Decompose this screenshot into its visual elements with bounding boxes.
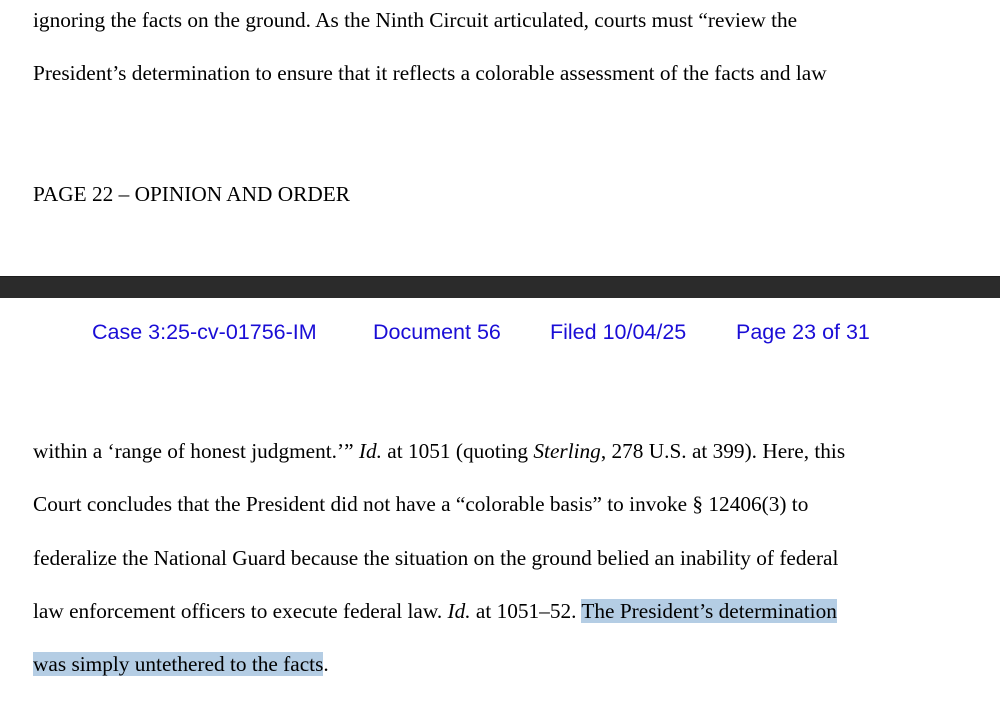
body-text-line: law enforcement officers to execute federal law. Id. at 1051–52. The President’s determination — [33, 599, 837, 623]
previous-page — [0, 0, 1000, 276]
text-selection-highlight[interactable]: The President’s determination — [581, 599, 837, 623]
page-footer: PAGE 22 – OPINION AND ORDER — [33, 182, 350, 206]
body-text-line: within a ‘range of honest judgment.’” Id. at 1051 (quoting Sterling, 278 U.S. at 399). Here, this — [33, 439, 846, 463]
body-text-line: President’s determination to ensure that it reflects a colorable assessment of the facts and law — [33, 61, 827, 85]
body-text-line: Court concludes that the President did not have a “colorable basis” to invoke § 12406(3) to — [33, 492, 809, 516]
document-number: Document 56 — [373, 320, 501, 344]
case-number: Case 3:25-cv-01756-IM — [92, 320, 317, 344]
filed-date: Filed 10/04/25 — [550, 320, 687, 344]
text-selection-highlight[interactable]: was simply untethered to the facts — [33, 652, 324, 676]
body-text-line: ignoring the facts on the ground. As the Ninth Circuit articulated, courts must “review the — [33, 8, 798, 32]
body-text-line: was simply untethered to the facts. — [33, 652, 329, 676]
page-separator — [0, 276, 1000, 299]
page-number: Page 23 of 31 — [736, 320, 870, 344]
body-text-line: federalize the National Guard because the situation on the ground belied an inability of federal — [33, 546, 839, 570]
